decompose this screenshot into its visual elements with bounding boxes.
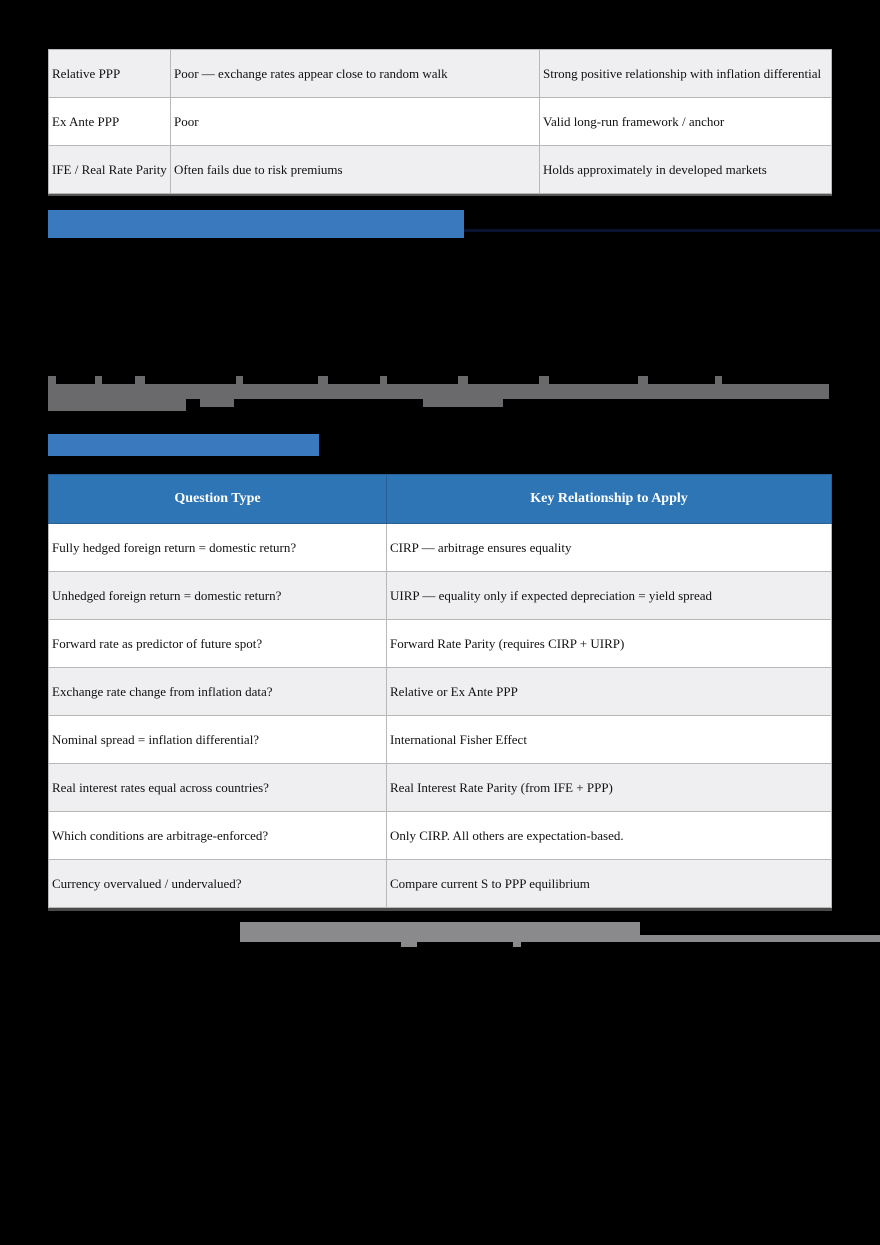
table-row: [49, 572, 832, 620]
table-row: [49, 50, 832, 98]
question-cell: Exchange rate change from inflation data?: [49, 668, 387, 716]
short-run-cell: Often fails due to risk premiums: [171, 146, 540, 194]
relationship-cell: Real Interest Rate Parity (from IFE + PPP): [387, 764, 832, 812]
relationship-cell: CIRP — arbitrage ensures equality: [387, 524, 832, 572]
table-row: [49, 812, 832, 860]
heading-rule: [464, 229, 880, 232]
column-header: Question Type: [49, 475, 387, 524]
table-row: [49, 716, 832, 764]
relationship-cell: International Fisher Effect: [387, 716, 832, 764]
condition-cell: IFE / Real Rate Parity: [49, 146, 171, 194]
short-run-cell: Poor — exchange rates appear close to random walk: [171, 50, 540, 98]
table-row: [49, 146, 832, 194]
relationship-cell: Relative or Ex Ante PPP: [387, 668, 832, 716]
short-run-cell: Poor: [171, 98, 540, 146]
table-row: [49, 764, 832, 812]
section-heading: [48, 434, 319, 456]
relationship-cell: Only CIRP. All others are expectation-based.: [387, 812, 832, 860]
table-row: [49, 668, 832, 716]
relationship-cell: UIRP — equality only if expected depreciation = yield spread: [387, 572, 832, 620]
table-row: [49, 860, 832, 908]
question-cell: Forward rate as predictor of future spot?: [49, 620, 387, 668]
condition-cell: Ex Ante PPP: [49, 98, 171, 146]
parity-evidence-table: [48, 49, 832, 194]
long-run-cell: Strong positive relationship with inflation differential: [540, 50, 832, 98]
table-header-row: [49, 475, 832, 524]
question-cell: Nominal spread = inflation differential?: [49, 716, 387, 764]
table-row: [49, 620, 832, 668]
long-run-cell: Valid long-run framework / anchor: [540, 98, 832, 146]
question-cell: Which conditions are arbitrage-enforced?: [49, 812, 387, 860]
question-cell: Fully hedged foreign return = domestic return?: [49, 524, 387, 572]
question-cell: Real interest rates equal across countries?: [49, 764, 387, 812]
column-header: Key Relationship to Apply: [387, 475, 832, 524]
relationship-cell: Compare current S to PPP equilibrium: [387, 860, 832, 908]
question-cell: Currency overvalued / undervalued?: [49, 860, 387, 908]
quick-reference-table: [48, 474, 832, 908]
condition-cell: Relative PPP: [49, 50, 171, 98]
table-row: [49, 524, 832, 572]
question-cell: Unhedged foreign return = domestic return?: [49, 572, 387, 620]
section-heading: [48, 210, 464, 238]
relationship-cell: Forward Rate Parity (requires CIRP + UIRP): [387, 620, 832, 668]
table-row: [49, 98, 832, 146]
long-run-cell: Holds approximately in developed markets: [540, 146, 832, 194]
